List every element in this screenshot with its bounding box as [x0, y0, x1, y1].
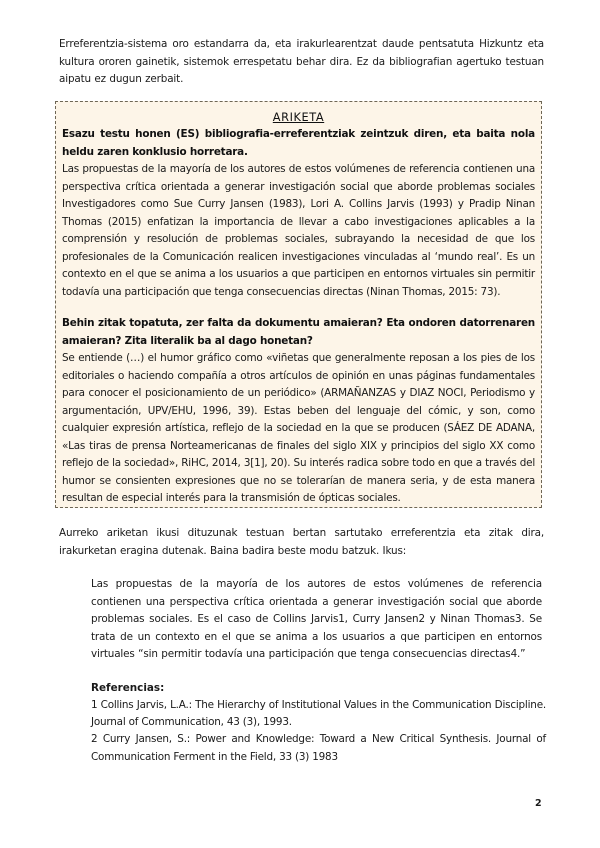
exercise-question-1: Esazu testu honen (ES) bibliografia-erreferentziak zeintzuk diren, eta baita nola heldu zaren konklusio horretara.: [62, 128, 535, 158]
intro-paragraph: Erreferentzia-sistema oro estandarra da, eta irakurlearentzat daude pentsatuta Hizkuntz eta kultura ororen gainetik, sistemok errespetatu behar dira. Ez da bibliografian agertuko testuan aipatu ez dugun zerbait.: [59, 38, 544, 85]
exercise-title: ARIKETA: [272, 111, 325, 124]
references-title: Referencias:: [91, 682, 165, 694]
page-number: 2: [535, 798, 542, 809]
references-section: [91, 680, 546, 766]
reference-item: 2 Curry Jansen, S.: Power and Knowledge: Toward a New Critical Synthesis. Journal of Communication Ferment in the Field, 33 (3) 1983: [91, 733, 546, 763]
after-exercise-paragraph: Aurreko ariketan ikusi dituzunak testuan bertan sartutako erreferentzia eta zitak dira, irakurketan eragina dutenak. Baina badira beste modu batzuk. Ikus:: [59, 527, 544, 557]
exercise-question-2: Behin zitak topatuta, zer falta da dokumentu amaieran? Eta ondoren datorrenaren amaieran? Zita literalik ba al dago honetan?: [62, 317, 535, 347]
spacer: [62, 301, 535, 315]
exercise-paragraph-2: Se entiende (…) el humor gráfico como «viñetas que generalmente reposan a los pies de los editoriales o haciendo compañía a otros artículos de opinión en unas páginas fundamentales para conocer el posicionamiento de un periódico» (ARMAÑANZAS y DIAZ NOCI, Periodismo y argumentación, UPV/EHU, 1996, 39). Estas beben del lenguaje del cómic, y son, como cualquier expresión artística, reflejo de la sociedad en la que se producen (SÁEZ DE ADANA, «Las tiras de prensa Norteamericanas de finales del siglo XIX y principios del siglo XX como reflejo de la sociedad», RiHC, 2014, 3[1], 20). Su interés radica sobre todo en que a través del humor se consienten expresiones que no se tolerarían de manera seria, y de esta manera resultan de especial interés para la transmisión de ópticas sociales.: [62, 352, 535, 504]
reference-item: 1 Collins Jarvis, L.A.: The Hierarchy of Institutional Values in the Communication Discipline. Journal of Communication, 43 (3), 1993.: [91, 699, 546, 729]
indented-quote: Las propuestas de la mayoría de los autores de estos volúmenes de referencia contienen una perspectiva crítica orientada a generar investigación social que aborde problemas sociales. Es el caso de Collins Jarvis1, Curry Jansen2 y Ninan Thomas3. Se trata de un contexto en el que se anima a los usuarios a que participen en entornos virtuales “sin permitir todavía una participación que tenga consecuencias directas4.”: [91, 578, 542, 661]
exercise-content: [62, 110, 535, 508]
exercise-paragraph-1: Las propuestas de la mayoría de los autores de estos volúmenes de referencia contienen una perspectiva crítica orientada a generar investigación social que aborde problemas sociales Investigadores como Sue Curry Jansen (1983), Lori A. Collins Jarvis (1993) y Pradip Ninan Thomas (2015) enfatizan la importancia de llevar a cabo investigaciones aplicables a la comprensión y resolución de problemas sociales, subrayando la necesidad de que los profesionales de la Comunicación realicen investigaciones vinculadas al ‘mundo real’. Es un contexto en el que se anima a los usuarios a que participen en entornos virtuales sin permitir todavía una participación que tenga consecuencias directas (Ninan Thomas, 2015: 73).: [62, 163, 535, 298]
exercise-box: [55, 101, 542, 508]
